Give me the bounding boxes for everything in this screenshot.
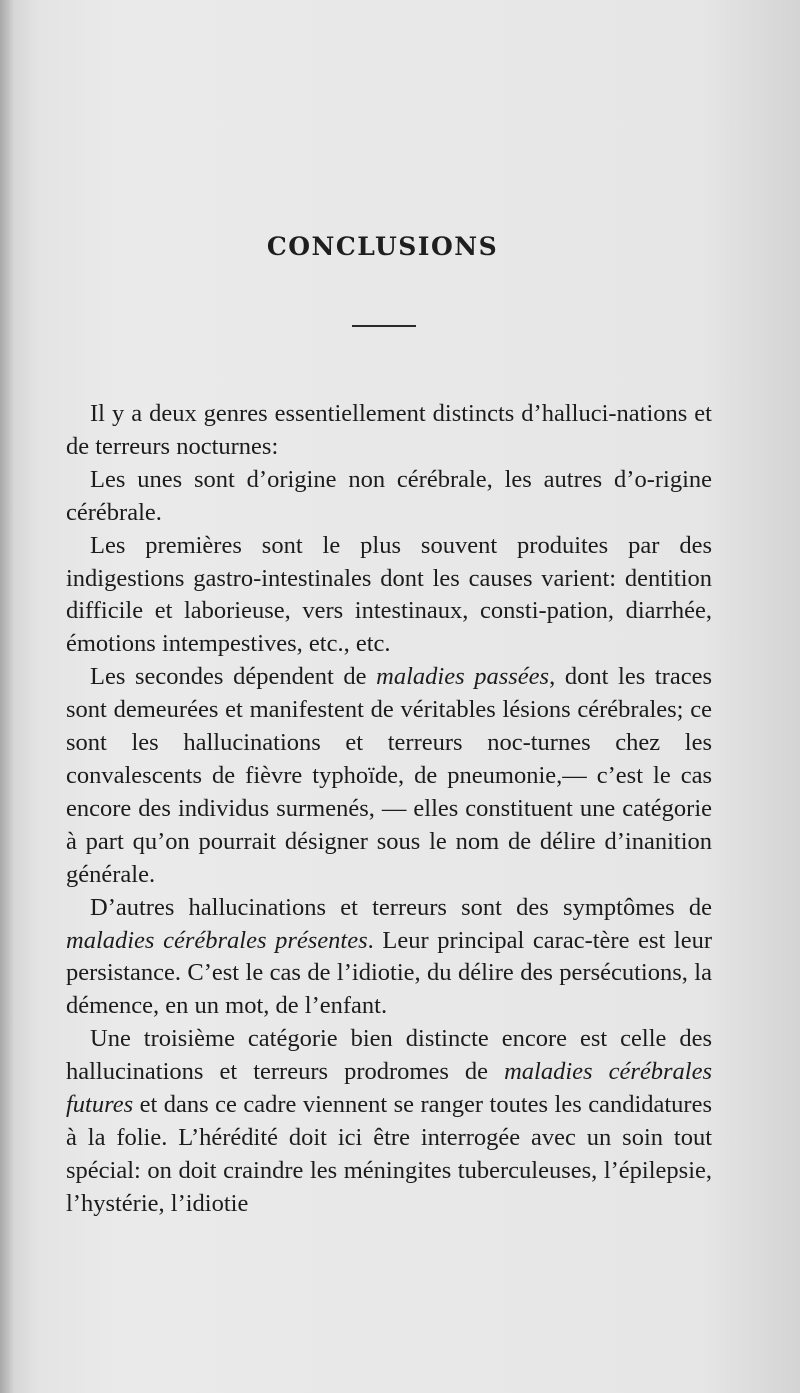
text-segment: Les unes sont d’origine non cérébrale, les autres d’o-rigine cérébrale. [66, 465, 712, 526]
text-segment: Une troisième catégorie bien distincte encore est celle des hallucinations et terreurs prodromes de [66, 1025, 712, 1086]
paragraph-6 [66, 1023, 712, 1220]
text-segment: D’autres hallucinations et terreurs sont des symptômes de [90, 893, 712, 921]
body-text [66, 398, 712, 1221]
paragraph-4 [66, 661, 712, 891]
paragraph-5 [66, 892, 712, 1024]
page-edge-shadow [0, 0, 14, 1393]
paragraph-3 [66, 530, 712, 662]
text-segment: , dont les traces sont demeurées et manifestent de véritables lésions cérébrales; ce sont les hallucinations et terreurs noc-turnes chez les convalescents de fièvre typhoïde, de pneumonie,— c’est le cas encore des individus surmenés, — elles constituent une catégorie à part qu’on pourrait désigner sous le nom de délire d’inanition générale. [66, 663, 712, 888]
text-segment: Il y a deux genres essentiellement distincts d’halluci-nations et de terreurs nocturnes: [66, 400, 712, 460]
text-segment: Les premières sont le plus souvent produites par des indigestions gastro-intestinales dont les causes varient: dentition difficile et laborieuse, vers intestinaux, consti-pation, diarrhée, émotions intempestives, etc., etc. [66, 531, 712, 658]
paragraph-1 [66, 398, 712, 464]
italic-phrase: maladies cérébrales présentes [66, 926, 368, 954]
paragraph-2 [66, 464, 712, 530]
section-heading: CONCLUSIONS [266, 232, 499, 261]
text-segment: . Leur principal carac-tère est leur persistance. C’est le cas de l’idiotie, du délire des persécutions, la démence, en un mot, de l’enfant. [66, 926, 712, 1020]
text-segment: Les secondes dépendent de [90, 663, 377, 691]
heading-rule [352, 325, 416, 327]
italic-phrase: maladies passées [376, 663, 550, 691]
italic-phrase: maladies cérébrales futures [66, 1058, 712, 1119]
text-segment: et dans ce cadre viennent se ranger toutes les candidatures à la folie. L’hérédité doit ici être interrogée avec un soin tout spécial: on doit craindre les méningites tuberculeuses, l’épilepsie, l’hystérie, l’idiotie [66, 1091, 712, 1217]
